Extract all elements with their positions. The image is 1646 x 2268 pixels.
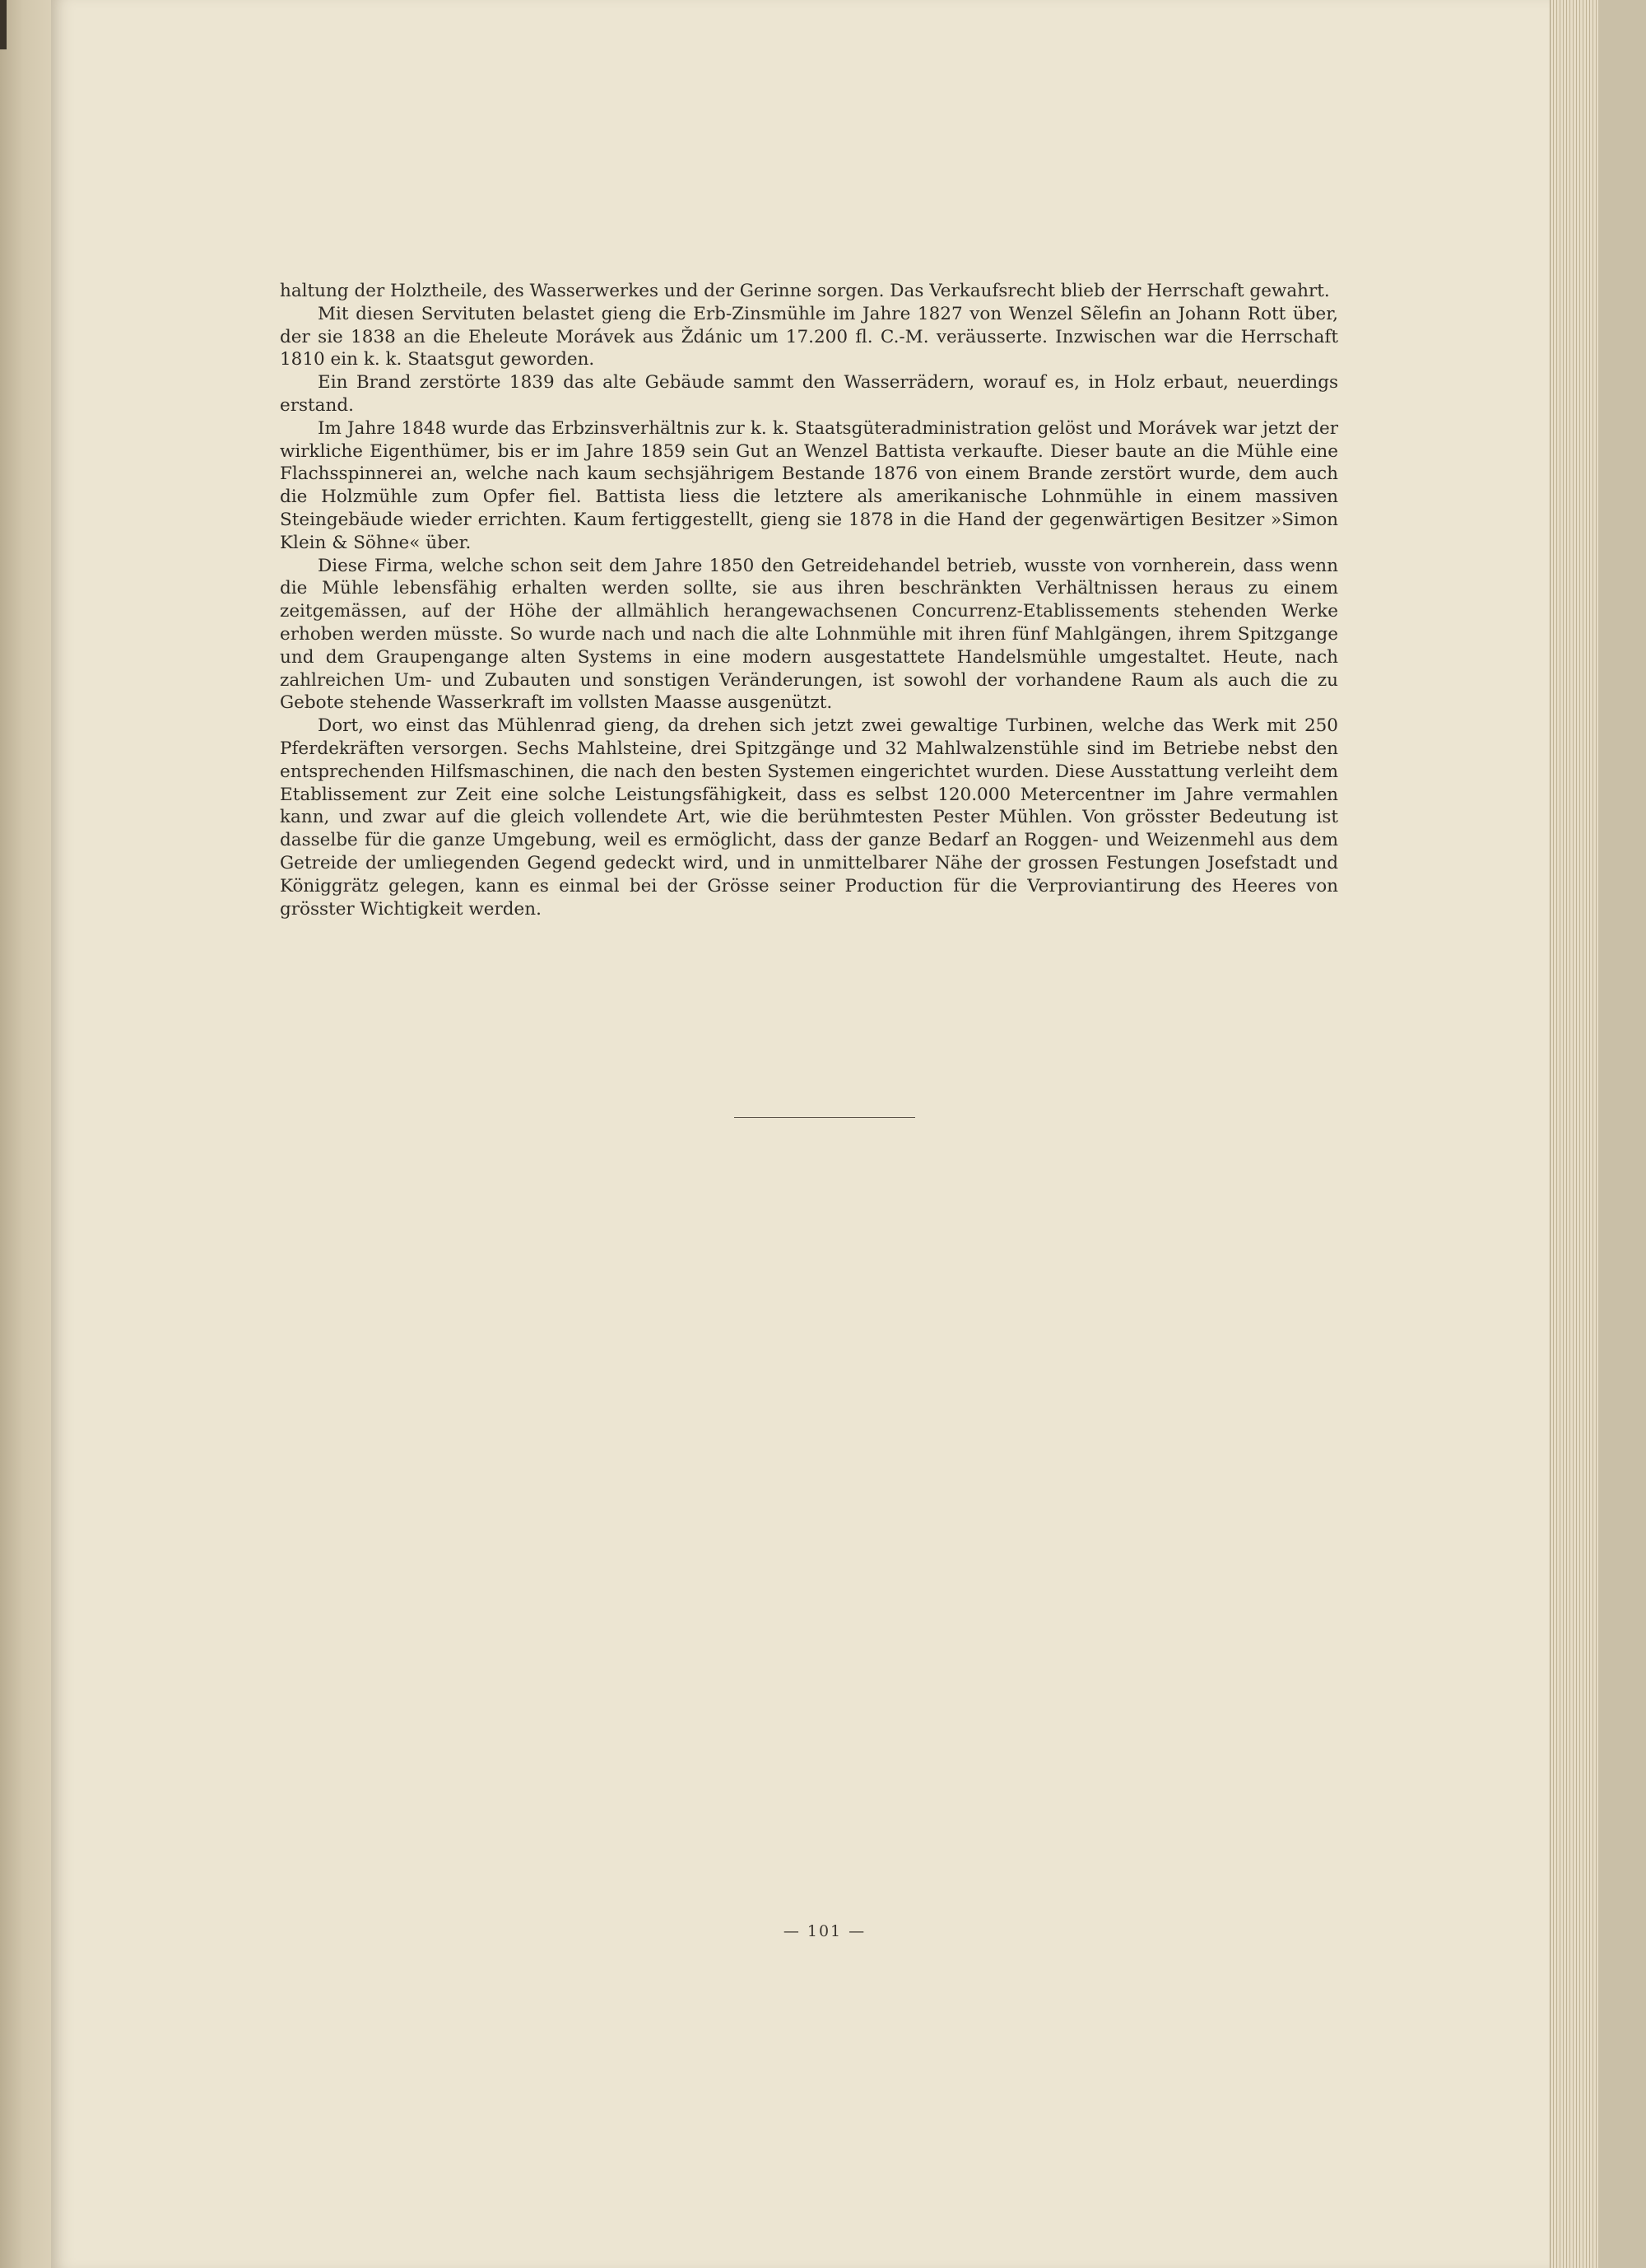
paragraph-brand: Ein Brand zerstörte 1839 das alte Gebäude sammt den Wasserrädern, worauf es, in Holz erbaut, neuerdings erstand.: [280, 372, 1338, 416]
page-number: — 101 —: [783, 1922, 867, 1940]
binding-edge: [0, 0, 7, 49]
body-text: [280, 280, 1338, 920]
paragraph-erbzins: Im Jahre 1848 wurde das Erbzinsverhältnis zur k. k. Staatsgüteradministration gelöst und Morávek war jetzt der wirkliche Eigenthümer, bis er im Jahre 1859 sein Gut an Wenzel Battista verkaufte. Dieser baute an die Mühle eine Flachsspinnerei an, welche nach kaum sechsjährigem Bestande 1876 von einem Brande zerstört wurde, dem auch die Holzmühle zum Opfer fiel. Battista liess die letztere als amerikanische Lohnmühle in einem massiven Steingebäude wieder errichten. Kaum fertiggestellt, gieng sie 1878 in die Hand der gegenwärtigen Besitzer »Simon Klein & Söhne« über.: [280, 417, 1338, 553]
paragraph-firma: Diese Firma, welche schon seit dem Jahre 1850 den Getreidehandel betrieb, wusste von vornherein, dass wenn die Mühle lebensfähig erhalten werden sollte, sie aus ihren beschränkten Verhältnissen heraus zu einem zeitgemässen, auf der Höhe der allmählich herangewachsenen Concurrenz-Etablissements stehenden Werke erhoben werden müsste. So wurde nach und nach die alte Lohnmühle mit ihren fünf Mahlgängen, ihrem Spitzgange und dem Graupengange alten Systems in eine modern ausgestattete Handelsmühle umgestaltet. Heute, nach zahlreichen Um- und Zubauten und sonstigen Veränderungen, ist sowohl der vorhandene Raum als auch die zu Gebote stehende Wasserkraft im vollsten Maasse ausgenützt.: [280, 555, 1338, 714]
paragraph-servituten: Mit diesen Servituten belastet gieng die Erb-Zinsmühle im Jahre 1827 von Wenzel Sẽlefin an Johann Rott über, der sie 1838 an die Eheleute Morávek aus Ždánic um 17.200 fl. C.-M. veräusserte. Inzwischen war die Herrschaft 1810 ein k. k. Staatsgut geworden.: [280, 303, 1338, 370]
paragraph-continuation: haltung der Holztheile, des Wasserwerkes und der Gerinne sorgen. Das Verkaufsrecht blieb der Herrschaft gewahrt.: [280, 281, 1330, 301]
paragraph-turbinen: Dort, wo einst das Mühlenrad gieng, da drehen sich jetzt zwei gewaltige Turbinen, welche das Werk mit 250 Pferdekräften versorgen. Sechs Mahlsteine, drei Spitzgänge und 32 Mahlwalzenstühle sind im Betriebe nebst den entsprechenden Hilfsmaschinen, die nach den besten Systemen eingerichtet wurden. Diese Ausstattung verleiht dem Etablissement zur Zeit eine solche Leistungsfähigkeit, dass es selbst 120.000 Metercentner im Jahre vermahlen kann, und zwar auf die gleich vollendete Art, wie die berühmtesten Pester Mühlen. Von grösster Bedeutung ist dasselbe für die ganze Umgebung, weil es ermöglicht, dass der ganze Bedarf an Roggen- und Weizenmehl aus dem Getreide der umliegenden Gegend gedeckt wird, und in unmittelbarer Nähe der grossen Festungen Josefstadt und Königgrätz gelegen, kann es einmal bei der Grösse seiner Production für die Verproviantirung des Heeres von grösster Wichtigkeit werden.: [280, 715, 1338, 920]
section-divider: [734, 1117, 915, 1118]
book-page: [51, 0, 1598, 2268]
